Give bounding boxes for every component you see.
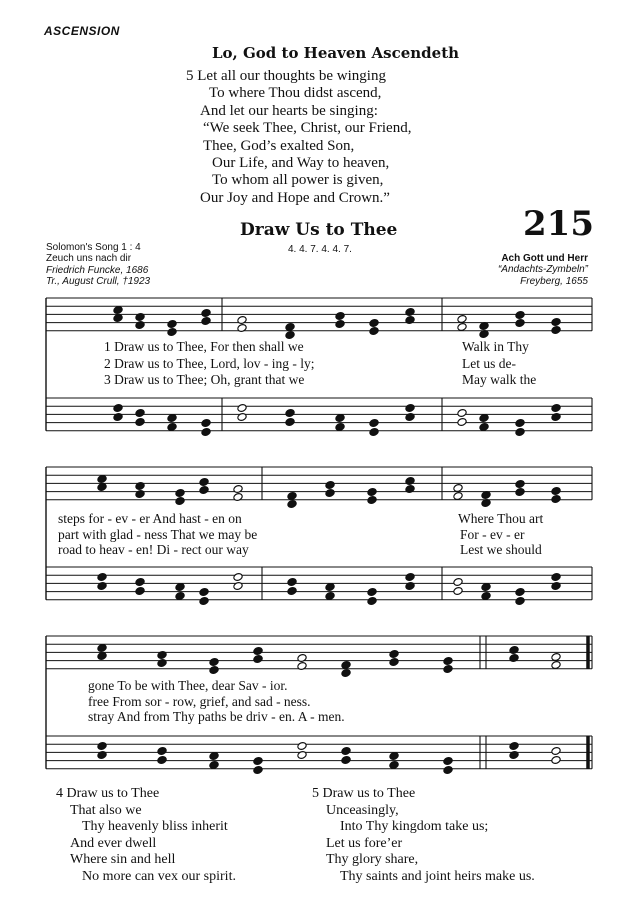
stanza-line: Our Joy and Hope and Crown.” [200, 189, 390, 206]
note-head [113, 413, 123, 422]
note-head [325, 489, 335, 498]
note-head [405, 404, 415, 413]
stanza-line: Where sin and hell [70, 852, 176, 867]
note-head [405, 316, 415, 325]
note-head [135, 482, 145, 491]
note-head [285, 409, 295, 418]
note-head [551, 756, 561, 765]
note-head [405, 477, 415, 486]
note-head [369, 319, 379, 328]
note-head [157, 651, 167, 660]
note-head [367, 597, 377, 606]
note-head [285, 418, 295, 427]
note-head [509, 742, 519, 751]
note-head [135, 578, 145, 587]
note-head [457, 409, 467, 418]
note-head [443, 757, 453, 766]
note-head [457, 323, 467, 332]
note-head [201, 309, 211, 318]
note-head [297, 654, 307, 663]
note-head [405, 573, 415, 582]
note-head [209, 666, 219, 675]
note-head [453, 587, 463, 596]
note-head [199, 478, 209, 487]
note-head [209, 761, 219, 770]
stanza-line: And ever dwell [70, 835, 157, 851]
credit-tune-date: Freyberg, 1655 [520, 275, 588, 287]
note-head [135, 313, 145, 322]
lyric-line: May walk the [462, 372, 537, 387]
note-head [551, 582, 561, 591]
lyric-line: Lest we should [460, 542, 542, 557]
note-head [335, 312, 345, 321]
note-head [135, 418, 145, 427]
note-head [237, 316, 247, 325]
note-head [97, 475, 107, 484]
stanza-5 [312, 786, 535, 885]
stanza-line: Thy saints and joint heirs make us. [340, 868, 535, 884]
note-head [443, 657, 453, 666]
note-head [405, 413, 415, 422]
note-head [97, 573, 107, 582]
note-head [325, 592, 335, 601]
stanza-line: Let us fore’er [326, 835, 403, 851]
note-head [135, 409, 145, 418]
stanza-line: That also we [70, 802, 142, 818]
note-head [551, 318, 561, 327]
stanza-line: To whom all power is given, [212, 172, 384, 189]
lyric-line: gone To be with Thee, dear Sav - ior. [88, 678, 288, 693]
stanza-line: “We seek Thee, Christ, our Friend, [203, 120, 412, 137]
note-head [285, 323, 295, 332]
note-head [135, 490, 145, 499]
note-head [389, 650, 399, 659]
note-head [367, 496, 377, 505]
stanza-line: Thy heavenly bliss inherit [82, 819, 228, 834]
stanza-line: No more can vex our spirit. [82, 868, 236, 884]
stanza-4 [56, 786, 236, 885]
stanza-line: 4 Draw us to Thee [56, 786, 160, 801]
credit-original-title: Zeuch uns nach dir [46, 253, 132, 265]
note-head [443, 766, 453, 775]
note-head [199, 486, 209, 495]
note-head [367, 488, 377, 497]
note-head [481, 592, 491, 601]
lyric-line: stray And from Thy paths be driv - en. A - men. [88, 709, 345, 724]
section-label: ASCENSION [44, 24, 120, 38]
note-head [287, 578, 297, 587]
note-head [389, 658, 399, 667]
note-head [515, 319, 525, 328]
credit-translator: Tr., August Crull, †1923 [46, 276, 151, 288]
note-head [287, 587, 297, 596]
note-head [253, 766, 263, 775]
note-head [341, 756, 351, 765]
note-head [135, 321, 145, 330]
lyric-line: 2 Draw us to Thee, Lord, lov - ing - ly; [104, 356, 315, 371]
lyric-line: part with glad - ness That we may be [58, 527, 258, 542]
note-head [167, 423, 177, 432]
note-head [167, 328, 177, 337]
lyric-line: For - ev - er [460, 527, 525, 542]
hymn-meter: 4. 4. 7. 4. 4. 7. [288, 244, 352, 255]
note-head [515, 419, 525, 428]
note-head [233, 582, 243, 591]
lyric-line: Where Thou art [458, 511, 544, 526]
stanza-line: 5 Let all our thoughts be winging [186, 68, 386, 84]
credit-author: Friedrich Funcke, 1686 [46, 264, 149, 276]
note-head [97, 751, 107, 760]
note-head [199, 597, 209, 606]
note-head [201, 317, 211, 326]
note-head [405, 485, 415, 494]
hymn-number: 215 [523, 204, 594, 244]
note-head [369, 419, 379, 428]
note-head [233, 485, 243, 494]
note-head [457, 418, 467, 427]
note-head [157, 747, 167, 756]
note-head [253, 655, 263, 664]
note-head [551, 495, 561, 504]
lyric-line: free From sor - row, grief, and sad - ness. [88, 694, 311, 709]
lyric-line: Let us de- [462, 356, 516, 371]
note-head [325, 481, 335, 490]
prev-hymn-title: Lo, God to Heaven Ascendeth [212, 44, 460, 62]
note-head [253, 647, 263, 656]
note-head [175, 497, 185, 506]
note-head [253, 757, 263, 766]
note-head [551, 747, 561, 756]
hymn-title: Draw Us to Thee [240, 220, 398, 240]
lyric-line: Walk in Thy [462, 339, 529, 354]
note-head [515, 311, 525, 320]
credit-scripture: Solomon's Song 1 : 4 [46, 242, 141, 253]
note-head [341, 669, 351, 678]
note-head [369, 428, 379, 437]
note-head [335, 320, 345, 329]
note-head [551, 487, 561, 496]
note-head [287, 500, 297, 509]
note-head [237, 413, 247, 422]
note-head [237, 404, 247, 413]
note-head [479, 423, 489, 432]
note-head [367, 588, 377, 597]
note-head [157, 659, 167, 668]
note-head [287, 492, 297, 501]
credit-tune-name: Ach Gott und Herr [501, 253, 588, 264]
note-head [297, 742, 307, 751]
note-head [389, 761, 399, 770]
note-head [341, 661, 351, 670]
note-head [551, 413, 561, 422]
note-head [233, 573, 243, 582]
note-head [175, 489, 185, 498]
note-head [453, 578, 463, 587]
stanza-line: Thy glory share, [326, 852, 419, 867]
note-head [551, 404, 561, 413]
note-head [157, 756, 167, 765]
note-head [209, 658, 219, 667]
note-head [341, 747, 351, 756]
note-head [509, 751, 519, 760]
note-head [201, 428, 211, 437]
note-head [199, 588, 209, 597]
note-head [113, 306, 123, 315]
lyric-line: 1 Draw us to Thee, For then shall we [104, 339, 304, 354]
stanza-line: To where Thou didst ascend, [209, 85, 382, 102]
lyric-line: steps for - ev - er And hast - en on [58, 511, 242, 526]
lyric-line: 3 Draw us to Thee; Oh, grant that we [104, 372, 305, 387]
stanza-line: Into Thy kingdom take us; [340, 819, 489, 834]
note-head [515, 480, 525, 489]
stanza-line: Thee, God’s exalted Son, [203, 137, 355, 154]
note-head [515, 488, 525, 497]
note-head [135, 587, 145, 596]
note-head [97, 742, 107, 751]
lyric-line: road to heav - en! Di - rect our way [58, 542, 249, 557]
note-head [175, 592, 185, 601]
note-head [97, 644, 107, 653]
note-head [201, 419, 211, 428]
note-head [167, 320, 177, 329]
note-head [551, 661, 561, 670]
note-head [443, 665, 453, 674]
note-head [97, 582, 107, 591]
note-head [509, 646, 519, 655]
note-head [551, 326, 561, 335]
stanza-line: Unceasingly, [326, 802, 399, 818]
note-head [369, 327, 379, 336]
note-head [509, 654, 519, 663]
note-head [297, 751, 307, 760]
note-head [405, 308, 415, 317]
note-head [335, 423, 345, 432]
note-head [113, 404, 123, 413]
stanza-line: Our Life, and Way to heaven, [212, 155, 390, 172]
note-head [453, 492, 463, 501]
stanza-line: 5 Draw us to Thee [312, 786, 416, 801]
note-head [515, 597, 525, 606]
stanza-line: And let our hearts be singing: [200, 102, 378, 119]
note-head [515, 588, 525, 597]
note-head [405, 582, 415, 591]
note-head [551, 573, 561, 582]
credit-tune-source: “Andachts-Zymbeln” [497, 264, 588, 276]
note-head [515, 428, 525, 437]
